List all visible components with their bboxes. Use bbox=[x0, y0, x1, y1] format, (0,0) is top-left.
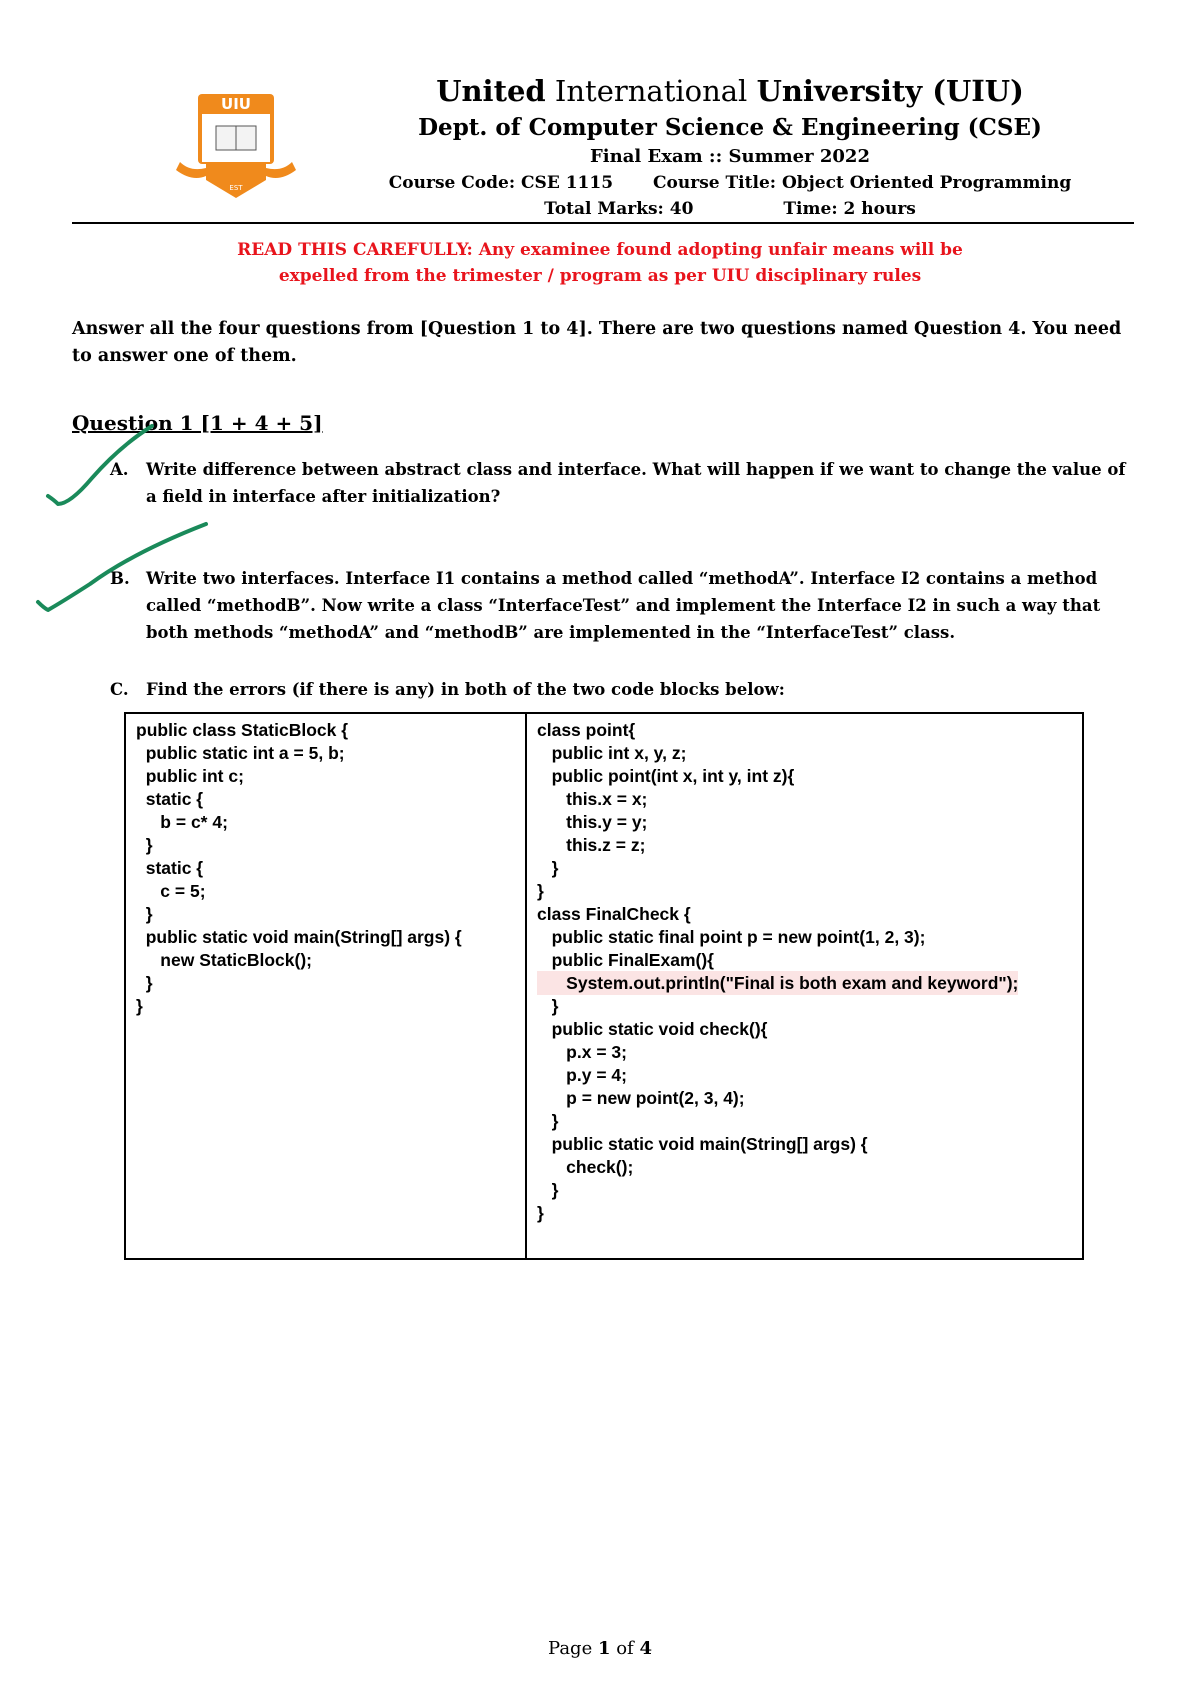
code-line: } bbox=[136, 835, 153, 855]
code-line: public static void check(){ bbox=[537, 1019, 768, 1039]
total-marks: Total Marks: 40 bbox=[544, 199, 694, 219]
page-number bbox=[0, 1638, 1200, 1659]
code-line: public static final point p = new point(1, 2, 3); bbox=[537, 927, 926, 947]
code-line: public static void main(String[] args) { bbox=[136, 927, 462, 947]
question-1a-text: Write difference between abstract class and interface. What will happen if we want to change the value of a field in interface after initialization? bbox=[146, 460, 1126, 506]
code-line: this.y = y; bbox=[537, 812, 648, 832]
instructions: Answer all the four questions from [Question 1 to 4]. There are two questions named Question 4. You need to answer one of them. bbox=[72, 319, 1122, 366]
uiu-logo bbox=[172, 90, 300, 202]
page-total: 4 bbox=[639, 1638, 652, 1659]
code-line: class point{ bbox=[537, 720, 636, 740]
question-1c-letter: C. bbox=[110, 680, 129, 699]
check-mark-icon bbox=[40, 418, 160, 508]
code-line: public FinalExam(){ bbox=[537, 950, 714, 970]
question-1b-letter: B. bbox=[110, 569, 130, 588]
code-line: public static int a = 5, b; bbox=[136, 743, 345, 763]
code-line: public static void main(String[] args) { bbox=[537, 1134, 868, 1154]
code-line: public point(int x, int y, int z){ bbox=[537, 766, 795, 786]
code-line: this.x = x; bbox=[537, 789, 648, 809]
check-mark-icon bbox=[34, 514, 214, 614]
code-line: } bbox=[537, 996, 559, 1016]
code-line: static { bbox=[136, 789, 204, 809]
warning-line-2: expelled from the trimester / program as per UIU disciplinary rules bbox=[278, 266, 922, 286]
page-current: 1 bbox=[597, 1638, 611, 1659]
code-line: b = c* 4; bbox=[136, 812, 228, 832]
code-line: } bbox=[136, 904, 153, 924]
question-1-title: Question 1 [1 + 4 + 5] bbox=[72, 411, 323, 435]
question-1a bbox=[110, 456, 1135, 510]
code-line: public class StaticBlock { bbox=[136, 720, 349, 740]
marks-time bbox=[350, 199, 1110, 219]
code-line: c = 5; bbox=[136, 881, 206, 901]
course-code: Course Code: CSE 1115 bbox=[388, 173, 614, 193]
code-line: static { bbox=[136, 858, 204, 878]
code-line: } bbox=[537, 858, 559, 878]
university-name-part3: University (UIU) bbox=[756, 74, 1024, 108]
code-line: public int c; bbox=[136, 766, 244, 786]
question-1b bbox=[110, 565, 1135, 646]
code-line: class FinalCheck { bbox=[537, 904, 691, 924]
exam-title: Final Exam :: Summer 2022 bbox=[590, 146, 870, 167]
code-line: new StaticBlock(); bbox=[136, 950, 312, 970]
code-block-left bbox=[126, 714, 527, 1258]
code-table bbox=[124, 712, 1084, 1260]
course-info bbox=[350, 173, 1110, 193]
university-name-part2: International bbox=[545, 74, 757, 108]
code-line: } bbox=[537, 881, 544, 901]
code-line: p.x = 3; bbox=[537, 1042, 627, 1062]
code-line: public int x, y, z; bbox=[537, 743, 687, 763]
header-divider bbox=[72, 222, 1134, 224]
code-line: } bbox=[537, 1111, 559, 1131]
code-block-right bbox=[527, 714, 1082, 1258]
warning-line-1: READ THIS CAREFULLY: Any examinee found adopting unfair means will be bbox=[237, 240, 963, 260]
course-title: Course Title: Object Oriented Programming bbox=[653, 173, 1072, 193]
code-line: System.out.println("Final is both exam and keyword"); bbox=[537, 973, 1019, 993]
question-1c bbox=[110, 676, 1135, 703]
question-1c-text: Find the errors (if there is any) in both of the two code blocks below: bbox=[146, 680, 785, 699]
logo-text: UIU bbox=[221, 95, 251, 113]
code-line: this.z = z; bbox=[537, 835, 646, 855]
exam-time: Time: 2 hours bbox=[783, 199, 916, 219]
code-line: } bbox=[136, 996, 143, 1016]
page-prefix: Page bbox=[548, 1638, 598, 1659]
department-name: Dept. of Computer Science & Engineering (CSE) bbox=[418, 114, 1042, 141]
uiu-crest-icon bbox=[172, 90, 300, 202]
code-line: } bbox=[537, 1180, 559, 1200]
university-name-part1: United bbox=[436, 74, 546, 108]
code-line: } bbox=[136, 973, 153, 993]
logo-est: EST bbox=[229, 184, 243, 192]
question-1a-letter: A. bbox=[110, 460, 129, 479]
page-of: of bbox=[610, 1638, 640, 1659]
university-name bbox=[350, 74, 1110, 108]
code-line: } bbox=[537, 1203, 544, 1223]
code-line: p = new point(2, 3, 4); bbox=[537, 1088, 745, 1108]
code-line: check(); bbox=[537, 1157, 634, 1177]
code-line: p.y = 4; bbox=[537, 1065, 627, 1085]
question-1b-text: Write two interfaces. Interface I1 contains a method called “methodA”. Interface I2 contains a method called “methodB”. Now write a class “InterfaceTest” and implement the Interface I2 in such a way that both methods “methodA” and “methodB” are implemented in the “InterfaceTest” class. bbox=[146, 569, 1101, 642]
